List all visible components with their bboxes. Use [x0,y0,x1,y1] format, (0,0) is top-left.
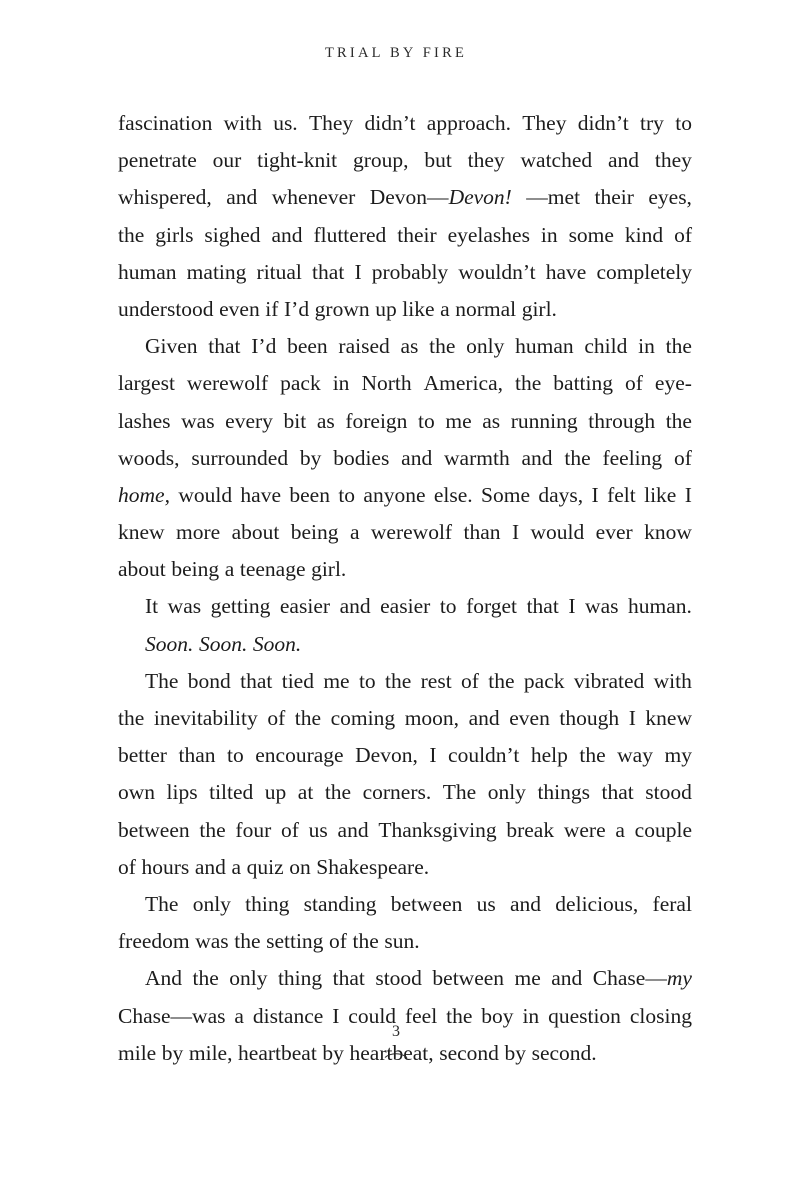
word: that [526,594,559,619]
word: The [145,668,179,693]
word: only [487,780,526,805]
word: moon, [404,706,460,730]
word: else. [433,482,473,507]
word: by [322,1040,344,1065]
word: days, [538,482,584,507]
page-number: 3 [392,1023,400,1040]
running-head: TRIAL BY FIRE [324,45,468,61]
word: thing [245,891,290,916]
word: bond [187,668,231,693]
word: I [568,594,576,619]
word: between [390,891,463,916]
word: were [563,817,606,842]
word: even [509,706,550,730]
word: lips [166,780,198,805]
word: have [240,482,282,507]
word: —met [526,185,581,210]
word: Soon. [252,631,302,656]
word: and [339,594,371,619]
body-text [118,105,692,1072]
word: fluttered [313,222,387,247]
word: I [511,520,520,545]
word: and [271,222,303,247]
word: standing [303,891,377,916]
word: and [521,445,553,470]
word: kind [624,222,664,247]
word: about [118,557,166,582]
text-line [118,291,692,328]
word-group [370,179,512,216]
word: They [522,111,567,135]
word: Soon. [145,631,194,656]
word: Chase— [592,966,667,991]
word: raised [338,334,390,359]
word: warmth [444,445,510,470]
word: feel [404,1003,438,1028]
word: in [638,334,655,359]
word: than [178,743,216,768]
word: human. [628,594,692,619]
word: bodies [333,445,390,470]
word: the [488,668,515,693]
word: And [145,966,183,991]
word: me [445,408,472,433]
word: question [548,1003,621,1028]
word: anyone [363,482,426,507]
word: second. [531,1040,597,1065]
word: didn’t [577,111,629,135]
word: of [118,854,136,879]
word: easier [380,594,431,619]
word: of [267,706,286,730]
word: girl. [521,296,557,321]
word: better [118,743,167,768]
word: me [323,668,350,693]
word: girls [155,222,194,247]
word: running [510,408,578,433]
word: like [644,482,677,507]
word: surrounded [191,445,289,470]
word: the [234,929,261,954]
word: on [289,854,311,879]
word: I [591,482,599,507]
word: try [640,111,664,135]
word: things [537,780,591,805]
word: encourage [255,743,344,768]
word: with [653,668,692,693]
word: a [440,296,450,321]
word: if [265,296,279,321]
word: child [584,334,628,359]
word: me [514,966,541,991]
word: heartbeat [238,1040,317,1065]
word: pack [280,371,321,396]
word: own [118,780,156,805]
text-line [118,626,692,663]
word: sighed [204,222,261,247]
text-line [118,142,692,179]
word: lashes [118,408,171,433]
word: The [442,780,477,805]
word: second [439,1040,499,1065]
word: up [375,296,397,321]
word: eyes, [648,185,692,210]
word: to [358,668,376,693]
word: only [466,334,505,359]
word: forget [466,594,518,619]
word: was [181,408,215,433]
word: feral [652,891,692,916]
word: of [461,668,479,693]
text-line [118,663,692,700]
word: I [332,1003,340,1028]
word: the [192,966,219,991]
word: by [504,1040,526,1065]
word: distance [252,1003,324,1028]
word: us [476,891,496,916]
word: of [674,222,692,247]
word: couple [634,817,692,842]
word: hours [141,854,190,879]
text-line [118,217,692,254]
word: I [429,743,437,768]
word: sun. [384,929,420,954]
word: wouldn’t [458,259,536,284]
word: coming [330,706,396,730]
word: tilted [209,780,254,805]
word: werewolf [370,520,453,545]
word: the [579,743,606,768]
word: I’d [284,296,310,321]
word: to [227,743,244,768]
word: a [231,854,242,879]
word: closing [629,1003,692,1028]
word: by [161,1040,184,1065]
word: in [540,222,558,247]
word: know [644,520,692,545]
text-line [118,737,692,774]
word: America, [423,371,503,396]
word: the [665,334,692,359]
word: that [332,966,365,991]
word: a [349,520,360,545]
word: the [352,929,379,954]
word: eye- [654,371,692,396]
word: as [482,408,501,433]
word: was [585,594,619,619]
word: heartbeat, [349,1040,434,1065]
word: Shakespeare. [316,854,430,879]
word: Devon! [448,185,512,210]
word: the [118,222,145,247]
word: The [145,891,179,916]
word: even [219,296,260,321]
word: the [515,371,542,396]
word: grown [314,296,370,321]
word: They [309,111,354,135]
word: watched [520,148,593,173]
word: though [559,706,620,730]
word: being [290,520,339,545]
word: a [615,817,625,842]
word: I [684,482,692,507]
word: a [224,557,235,582]
word: being [171,557,220,582]
word: the [429,334,456,359]
word: than [463,520,501,545]
text-line [118,588,692,625]
word: in [332,371,350,396]
word: could [348,1003,397,1028]
word: normal [455,296,517,321]
word: knew [645,706,692,730]
word: four [235,817,272,842]
word: felt [607,482,636,507]
word: our [212,148,242,173]
word: been [289,482,330,507]
text-line [118,179,692,216]
word: have [545,259,587,284]
word: Chase—was [118,1003,226,1028]
word: stood [645,780,692,805]
word: was [195,929,229,954]
word: penetrate [118,148,197,173]
text-line [118,812,692,849]
word: Soon. [198,631,248,656]
word: at [297,780,314,805]
word: the [385,668,412,693]
word: between [432,966,505,991]
text-line [118,514,692,551]
word: they [654,148,692,173]
word: between [118,817,190,842]
text-line [118,365,692,402]
word: of [329,929,347,954]
word: quiz [246,854,284,879]
text-line [118,254,692,291]
word: Thanksgiving [378,817,497,842]
word: home, [118,482,170,507]
text-line [118,700,692,737]
word: every [225,408,273,433]
text-line [118,440,692,477]
word: girl. [311,557,347,582]
word: I’d [251,334,277,359]
text-line [118,328,692,365]
word: a [234,1003,244,1028]
word: Devon— [369,185,449,210]
word: and [337,817,369,842]
word: whenever [271,185,356,210]
word: us. [273,111,298,135]
word: approach. [426,111,511,135]
word: their [397,222,437,247]
word: werewolf [186,371,269,396]
word: and [468,706,500,730]
word: and [551,966,583,991]
word: that [601,780,634,805]
word: group, [352,148,409,173]
word: knew [118,520,165,545]
word-group [593,960,692,997]
word: pack [523,668,565,693]
word: about [231,520,280,545]
word: up [264,780,287,805]
word: my [664,743,692,768]
word: would [530,520,585,545]
word: largest [118,371,175,396]
word: to [418,408,435,433]
word: vibrated [573,668,645,693]
word: inevitability [153,706,258,730]
word: didn’t [364,111,416,135]
word: only [229,966,268,991]
word: the [294,706,322,730]
word: my [666,966,692,991]
word: whispered, [118,185,212,210]
word: of [625,371,643,396]
word: like [402,296,435,321]
word: break [506,817,555,842]
word: feeling [602,445,663,470]
word: of [673,445,692,470]
word: I [354,259,362,284]
word: their [594,185,634,210]
word: way [617,743,653,768]
word: eyelashes [447,222,530,247]
word: and [194,854,226,879]
word: human [515,334,574,359]
word: only [192,891,231,916]
word: Devon, [355,743,418,768]
word: that [312,259,345,284]
word: couldn’t [448,743,520,768]
word: through [588,408,656,433]
word: was [167,594,202,619]
text-line [118,849,692,886]
word: and [607,148,640,173]
word: fascination [118,111,213,135]
word: some [568,222,614,247]
word: easier [279,594,331,619]
word: with [223,111,262,135]
word: more [175,520,221,545]
word: been [287,334,328,359]
word: to [675,111,692,135]
word: setting [266,929,324,954]
text-line [118,886,692,923]
word: the [118,706,145,730]
word: to [338,482,356,507]
word: they [467,148,505,173]
word: Some [481,482,531,507]
word: the [446,1003,473,1028]
word: the [665,408,692,433]
word: It [145,594,159,619]
word: would [178,482,233,507]
text-line [118,960,692,997]
word: help [530,743,568,768]
word: woods, [118,445,180,470]
text-line [118,105,692,142]
text-line [118,774,692,811]
word: teenage [239,557,306,582]
word: delicious, [555,891,639,916]
text-line [118,923,692,960]
word: Given [145,334,198,359]
word: rest [420,668,452,693]
word: us [308,817,328,842]
word: batting [553,371,613,396]
word: but [424,148,452,173]
word: the [324,780,352,805]
word: by [299,445,322,470]
word: and [401,445,433,470]
word: and [226,185,258,210]
word: tied [281,668,314,693]
word: the [199,817,226,842]
folio-swash-ornament [384,1051,408,1059]
word: probably [371,259,449,284]
word: I [628,706,636,730]
text-line [118,403,692,440]
word: mile [118,1040,157,1065]
word: getting [210,594,271,619]
word: thing [277,966,323,991]
word: as [400,334,419,359]
text-line [118,477,692,514]
text-line [118,551,692,588]
word: stood [375,966,422,991]
word: mile, [188,1040,233,1065]
word: corners. [362,780,432,805]
word: boy [481,1003,514,1028]
word: ritual [256,259,302,284]
word: freedom [118,929,190,954]
word: foreign [345,408,408,433]
word: North [361,371,412,396]
word: and [510,891,542,916]
word: the [564,445,591,470]
word: bit [283,408,307,433]
word: as [316,408,335,433]
word: of [281,817,299,842]
word: ever [595,520,633,545]
word: mating [186,259,247,284]
word: in [522,1003,540,1028]
word: to [439,594,457,619]
word: understood [118,296,214,321]
word: tight-knit [257,148,338,173]
word: that [208,334,241,359]
word: that [240,668,273,693]
word: human [118,259,177,284]
word: completely [596,259,692,284]
